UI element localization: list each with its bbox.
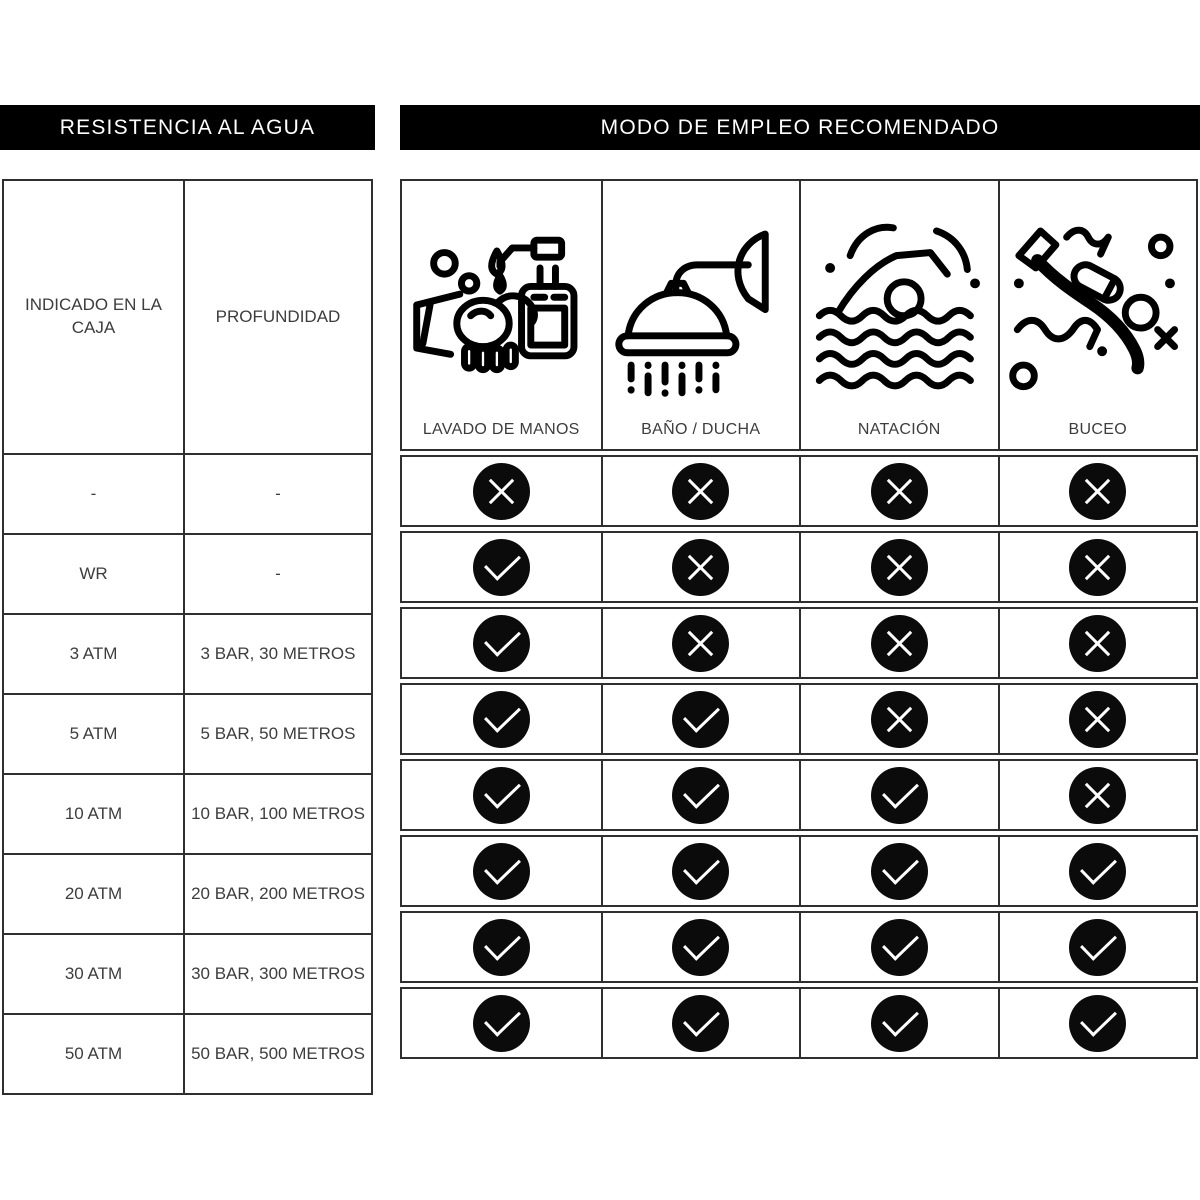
usage-badge-cell <box>601 837 800 905</box>
usage-badge <box>871 919 928 976</box>
usage-title: MODO DE EMPLEO RECOMENDADO <box>600 115 1000 139</box>
usage-badge-cell <box>402 609 601 677</box>
depth-cell: 50 BAR, 500 METROS <box>185 1013 371 1093</box>
usage-badge <box>473 539 530 596</box>
water-resistance-table <box>2 179 373 1095</box>
usage-badge-cell <box>998 913 1197 981</box>
depth-cell: - <box>185 453 371 533</box>
usage-badge <box>473 463 530 520</box>
usage-badge-cell <box>799 989 998 1057</box>
usage-row <box>400 455 1198 527</box>
case-cell: 5 ATM <box>4 693 185 773</box>
usage-badge-cell <box>402 989 601 1057</box>
usage-row <box>400 683 1198 755</box>
usage-badge <box>672 615 729 672</box>
usage-badge <box>672 843 729 900</box>
usage-column-label: NATACIÓN <box>857 421 941 438</box>
usage-row <box>400 911 1198 983</box>
usage-badge-cell <box>601 761 800 829</box>
usage-badge-cell <box>998 685 1197 753</box>
swimming-icon <box>807 214 992 399</box>
usage-badge <box>1069 919 1126 976</box>
usage-badge <box>1069 767 1126 824</box>
usage-badge-cell <box>998 837 1197 905</box>
usage-badge <box>871 995 928 1052</box>
usage-badge <box>672 995 729 1052</box>
usage-badge <box>871 691 928 748</box>
usage-row <box>400 531 1198 603</box>
usage-column-shower <box>601 181 800 449</box>
usage-badge-cell <box>799 685 998 753</box>
usage-badge <box>473 767 530 824</box>
usage-badge-cell <box>998 533 1197 601</box>
usage-column-handwash <box>402 181 601 449</box>
usage-badge <box>871 843 928 900</box>
usage-badge-cell <box>601 685 800 753</box>
usage-badge-cell <box>601 533 800 601</box>
usage-badge <box>871 463 928 520</box>
usage-badge <box>1069 539 1126 596</box>
usage-row <box>400 835 1198 907</box>
usage-badge-cell <box>799 761 998 829</box>
usage-title-bar <box>400 105 1200 150</box>
usage-badge <box>1069 843 1126 900</box>
case-cell: - <box>4 453 185 533</box>
case-cell: 30 ATM <box>4 933 185 1013</box>
shower-icon <box>608 214 793 399</box>
usage-badge <box>473 995 530 1052</box>
usage-badge-cell <box>998 989 1197 1057</box>
usage-badge-cell <box>799 533 998 601</box>
depth-cell: 3 BAR, 30 METROS <box>185 613 371 693</box>
case-cell: WR <box>4 533 185 613</box>
usage-badge-cell <box>601 913 800 981</box>
usage-badge <box>672 539 729 596</box>
usage-column-label: BUCEO <box>1068 421 1127 438</box>
usage-row <box>400 607 1198 679</box>
usage-badge-cell <box>799 913 998 981</box>
usage-badge-cell <box>402 533 601 601</box>
usage-badge <box>1069 615 1126 672</box>
usage-badge <box>473 843 530 900</box>
usage-badge <box>672 691 729 748</box>
handwash-icon <box>409 214 594 399</box>
usage-column-label: LAVADO DE MANOS <box>422 421 580 438</box>
usage-badge-cell <box>998 761 1197 829</box>
usage-badge-cell <box>402 837 601 905</box>
usage-badge-cell <box>799 837 998 905</box>
usage-badge <box>473 691 530 748</box>
usage-badge-cell <box>998 609 1197 677</box>
usage-badge-cell <box>799 457 998 525</box>
usage-badge-cell <box>402 913 601 981</box>
case-cell: 20 ATM <box>4 853 185 933</box>
usage-badge <box>473 615 530 672</box>
case-cell: 10 ATM <box>4 773 185 853</box>
usage-badge <box>871 615 928 672</box>
usage-column-diving <box>998 181 1197 449</box>
usage-badge-cell <box>601 457 800 525</box>
usage-badge <box>1069 463 1126 520</box>
usage-badge-cell <box>998 457 1197 525</box>
usage-column-swimming <box>799 181 998 449</box>
usage-badge <box>1069 995 1126 1052</box>
resistance-title: RESISTENCIA AL AGUA <box>59 115 316 139</box>
usage-badge-cell <box>799 609 998 677</box>
usage-badge <box>871 767 928 824</box>
usage-badge <box>1069 691 1126 748</box>
depth-cell: 20 BAR, 200 METROS <box>185 853 371 933</box>
recommended-usage-table <box>400 179 1198 1059</box>
depth-cell: 10 BAR, 100 METROS <box>185 773 371 853</box>
usage-column-label: BAÑO / DUCHA <box>641 421 761 438</box>
case-cell: 50 ATM <box>4 1013 185 1093</box>
usage-badge-cell <box>402 761 601 829</box>
resistance-title-bar <box>0 105 375 150</box>
depth-cell: 30 BAR, 300 METROS <box>185 933 371 1013</box>
usage-badge-cell <box>601 989 800 1057</box>
usage-badge <box>672 463 729 520</box>
column-header-depth: PROFUNDIDAD <box>215 306 341 326</box>
usage-badge <box>672 767 729 824</box>
usage-badge-cell <box>601 609 800 677</box>
usage-header-row <box>400 179 1198 451</box>
usage-badge <box>672 919 729 976</box>
depth-cell: - <box>185 533 371 613</box>
usage-badge <box>473 919 530 976</box>
usage-badge-cell <box>402 457 601 525</box>
column-header-case: INDICADO EN LA CAJA <box>4 181 185 453</box>
depth-cell: 5 BAR, 50 METROS <box>185 693 371 773</box>
usage-row <box>400 987 1198 1059</box>
case-cell: 3 ATM <box>4 613 185 693</box>
usage-badge-cell <box>402 685 601 753</box>
usage-row <box>400 759 1198 831</box>
diving-icon <box>1005 214 1190 399</box>
usage-badge <box>871 539 928 596</box>
